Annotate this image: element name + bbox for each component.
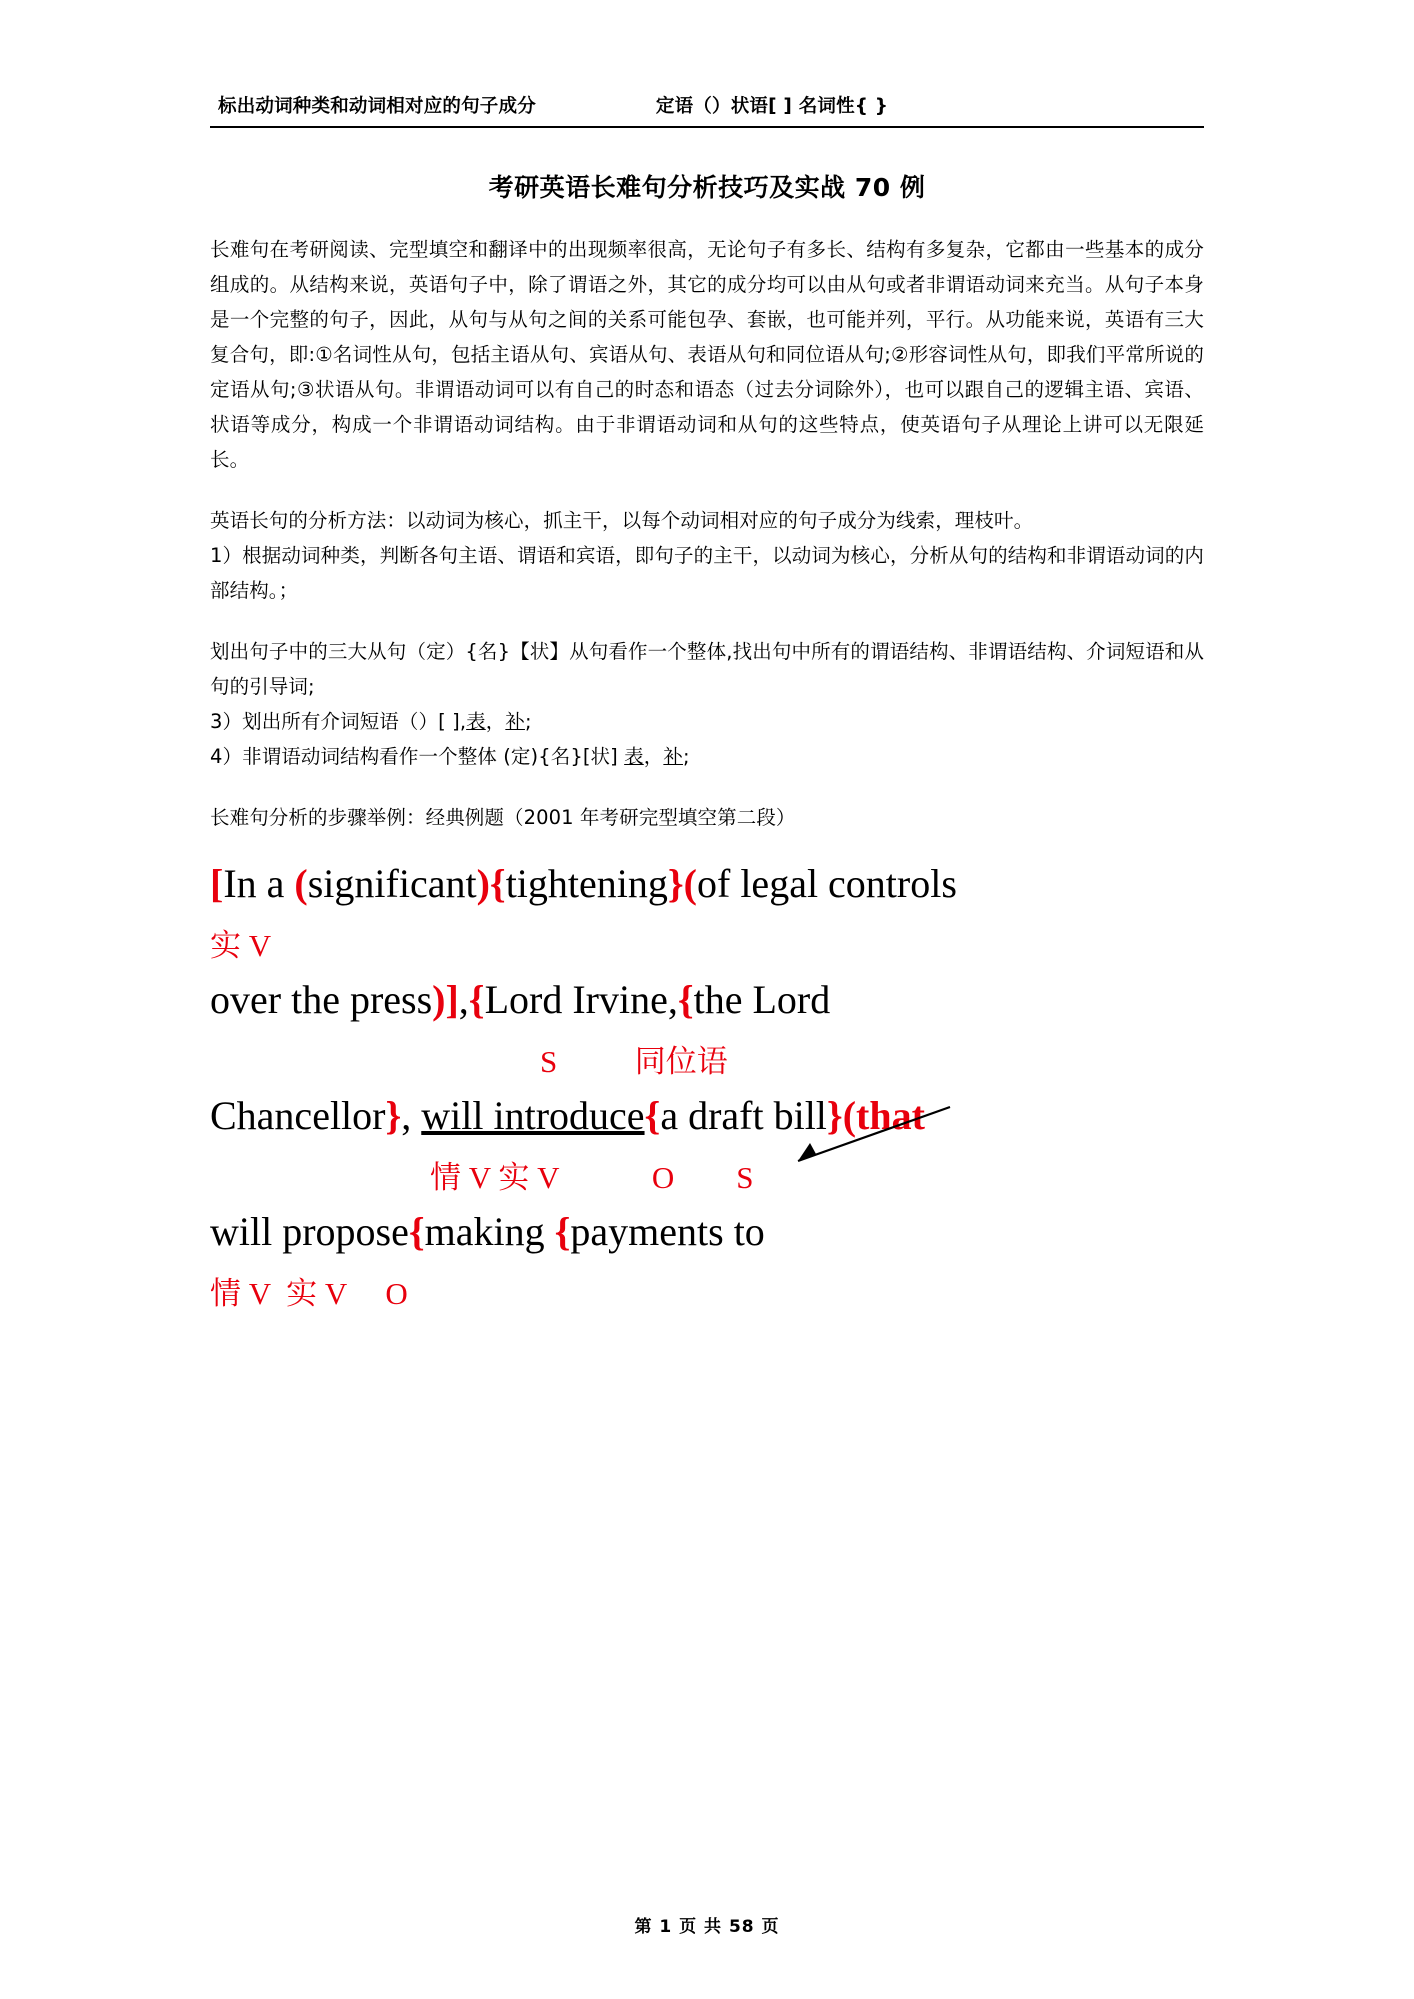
paragraph-step-2: 划出句子中的三大从句（定）{名}【状】从句看作一个整体,找出句中所有的谓语结构、非谓语结构、介词短语和从句的引导词; [210,640,1204,698]
line2-text-1: over the press [210,977,433,1023]
step-4-mid: ， [643,745,664,768]
example-line-4 [210,1209,1204,1255]
line4-text-3: payments to [570,1209,765,1255]
line2-brace-open-2: { [677,977,694,1023]
paragraph-step-3 [210,704,1204,739]
line4-brace-open-2: { [554,1209,571,1255]
paragraph-intro: 长难句在考研阅读、完型填空和翻译中的出现频率很高，无论句子有多长、结构有多复杂，它都由一些基本的成分组成的。从结构来说，英语句子中，除了谓语之外，其它的成分均可以由从句或者非谓语动词来充当。从句子本身是一个完整的句子，因此，从句与从句之间的关系可能包孕、套嵌，也可能并列，平行。从功能来说，英语有三大复合句，即:①名词性从句，包括主语从句、宾语从句、表语从句和同位语从句;②形容词性从句，即我们平常所说的定语从句;③状语从句。非谓语动词可以有自己的时态和语态（过去分词除外），也可以跟自己的逻辑主语、宾语、状语等成分，构成一个非谓语动词结构。由于非谓语动词和从句的这些特点，使英语句子从理论上讲可以无限延长。 [210,238,1204,471]
example-marks-4: 情 V 实 V O [210,1276,408,1312]
step-4-prefix: 4）非谓语动词结构看作一个整体 (定){名}[状] [210,745,625,768]
line3-brace-close: } [385,1093,402,1139]
line3-text-3: that [856,1093,925,1139]
line1-text-1: In a [223,861,295,906]
line1-text-4: of legal controls [697,861,957,906]
line1-brace-open: { [489,861,506,906]
example-line-3 [210,1093,1204,1139]
line2-brace-open: { [468,977,485,1023]
line4-brace-open: { [408,1209,425,1255]
paragraph-method: 英语长句的分析方法：以动词为核心，抓主干，以每个动词相对应的句子成分为线索，理枝叶。 [210,509,1034,532]
line1-paren-close: ) [476,861,490,906]
step-3-underline-1: 表 [466,710,486,733]
line3-predicate: will introduce [421,1093,645,1139]
line2-text-2: Lord Irvine, [484,977,678,1023]
step-4-suffix: ; [682,745,690,768]
header-right-text: 定语（）状语[ ] 名词性{ } [655,96,889,117]
line1-text-3: tightening [505,861,668,906]
step-3-mid: ， [485,710,506,733]
step-3-prefix: 3）划出所有介词短语（）[ ], [210,710,467,733]
step-4-underline-1: 表 [624,745,644,768]
page-title: 考研英语长难句分析技巧及实战 70 例 [488,173,926,202]
line3-comma: , [401,1093,422,1139]
line4-text-1: will propose [210,1209,409,1255]
example-analysis-block [210,861,1204,1311]
example-marks-1: 实 V [210,928,272,963]
line3-text-1: Chancellor [210,1093,386,1139]
line3-brace-close-2: } [826,1093,843,1139]
page-footer: 第 1 页 共 58 页 [634,1917,780,1937]
line1-bracket-open: [ [210,861,224,906]
page-header [210,0,1204,128]
line2-close-brackets: )] [432,977,459,1023]
line1-text-2: significant [307,861,477,906]
line4-text-2: making [424,1209,555,1255]
paragraph-step-4 [210,739,1204,774]
line3-brace-open: { [644,1093,661,1139]
reference-arrow-icon [780,1099,980,1169]
paragraph-example-heading: 长难句分析的步骤举例：经典例题（2001 年考研完型填空第二段） [210,806,796,829]
line1-paren-open-2: ( [683,861,697,906]
line2-comma: , [458,977,469,1023]
example-line-1 [210,861,1204,907]
line1-paren-open: ( [294,861,308,906]
example-marks-3: 情 V 实 V O S [430,1160,754,1196]
step-3-underline-2: 补 [505,710,525,733]
step-3-suffix: ; [524,710,532,733]
line1-brace-close: } [667,861,684,906]
example-marks-2: S 同位语 [540,1044,728,1080]
paragraph-step-1: 1）根据动词种类，判断各句主语、谓语和宾语，即句子的主干，以动词为核心，分析从句的结构和非谓语动词的内部结构。； [210,544,1204,602]
line3-paren-open: ( [842,1093,857,1139]
header-left-text: 标出动词种类和动词相对应的句子成分 [218,96,536,117]
step-4-underline-2: 补 [663,745,683,768]
line2-text-3: the Lord [693,977,831,1023]
line3-text-2: a draft bill [660,1093,827,1139]
example-line-2 [210,977,1204,1023]
